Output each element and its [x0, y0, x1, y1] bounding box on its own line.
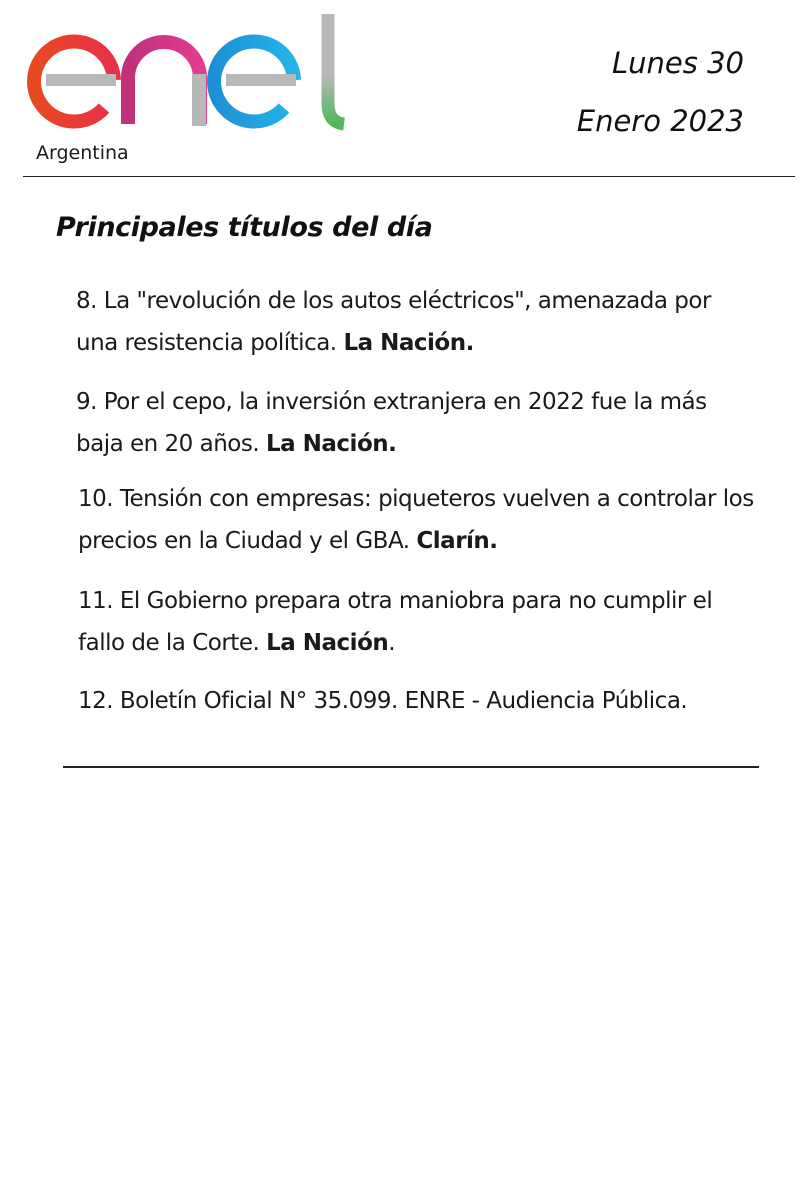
date-month: Enero 2023	[576, 104, 744, 138]
headline-item	[78, 478, 758, 562]
headline-text: 11. El Gobierno prepara otra maniobra para no cumplir el fallo de la Corte.	[78, 588, 713, 656]
headline-item	[76, 280, 756, 364]
headline-tail: .	[388, 630, 396, 656]
footer-divider	[63, 766, 759, 768]
headline-item	[78, 680, 758, 722]
header-divider	[23, 176, 795, 177]
country-label: Argentina	[36, 142, 129, 164]
headline-source: La Nación.	[265, 431, 397, 457]
headline-source: La Nación	[266, 630, 389, 656]
headline-text: 10. Tensión con empresas: piqueteros vuelven a controlar los precios en la Ciudad y el GBA.	[78, 486, 754, 554]
headline-item	[78, 580, 758, 664]
headline-source: Clarín.	[416, 528, 498, 554]
date-day: Lunes 30	[612, 46, 744, 80]
headline-text: 8. La "revolución de los autos eléctricos", amenazada por una resistencia política.	[76, 288, 711, 356]
headline-item	[76, 381, 756, 465]
headline-text: 12. Boletín Oficial N° 35.099. ENRE - Audiencia Pública.	[78, 688, 688, 714]
headline-source: La Nación.	[343, 330, 474, 356]
section-title: Principales títulos del día	[56, 212, 433, 243]
headline-text: 9. Por el cepo, la inversión extranjera en 2022 fue la más baja en 20 años.	[76, 389, 707, 457]
enel-logo	[22, 8, 352, 133]
